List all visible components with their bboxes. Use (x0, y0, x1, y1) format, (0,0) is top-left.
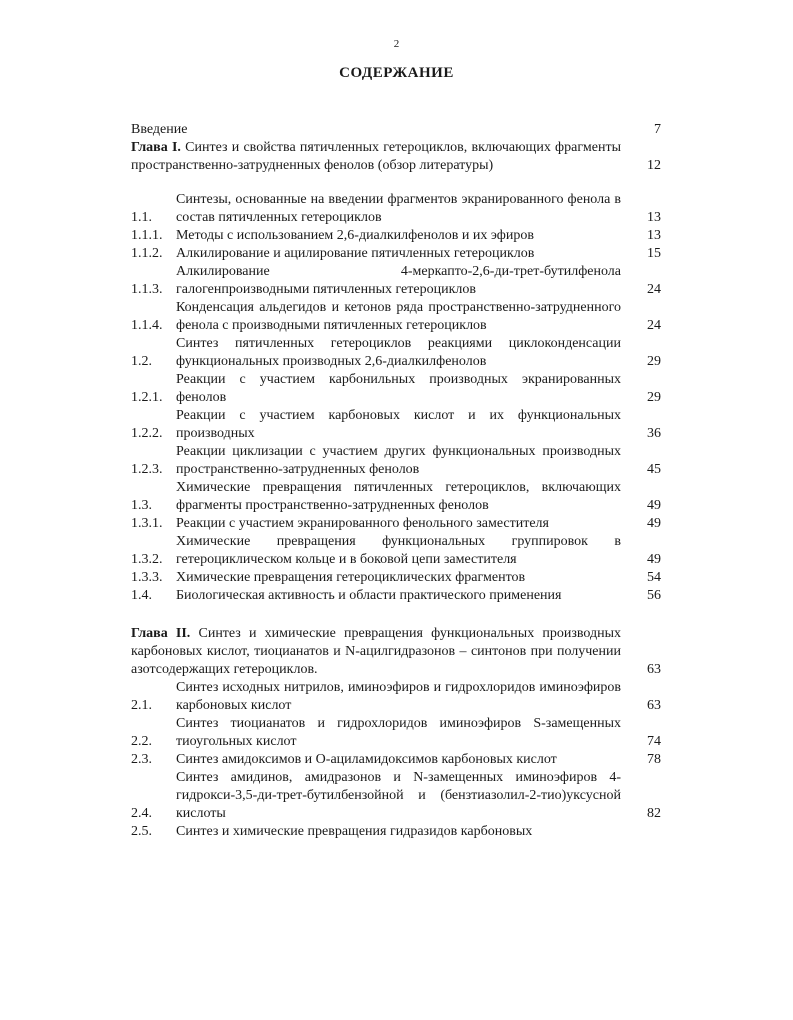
toc-entry-page: 82 (647, 806, 661, 821)
toc-entry-page: 49 (647, 552, 661, 567)
toc-entry (131, 515, 661, 533)
toc-entry-text: Синтез тиоцианатов и гидрохлоридов иминоэфиров S-замещенных тиоугольных кислот (176, 716, 621, 749)
toc-entry (131, 679, 661, 715)
toc-entry-number: 2.1. (131, 698, 152, 713)
table-of-contents (131, 121, 661, 841)
toc-entry-text: Химические превращения пятичленных гетероциклов, включающих фрагменты пространственно-затрудненных фенолов (176, 480, 621, 513)
toc-entry (131, 823, 661, 841)
page-title: СОДЕРЖАНИЕ (339, 65, 454, 81)
toc-entry-page: 29 (647, 354, 661, 369)
toc-entry-text: Синтез пятичленных гетероциклов реакциями циклоконденсации функциональных производных 2,6-диалкилфенолов (176, 336, 621, 369)
toc-entry-text: Синтез амидинов, амидразонов и N-замещенных иминоэфиров 4-гидрокси-3,5-ди-трет-бутилбензойной и (бензтиазолил-2-тио)уксусной кислоты (176, 770, 621, 821)
toc-entry-number: 1.2.1. (131, 390, 163, 405)
toc-entry-page: 36 (647, 426, 661, 441)
toc-entry (131, 299, 661, 335)
toc-entry-text: Реакции с участием экранированного фенольного заместителя (176, 516, 549, 531)
toc-entry-page: 63 (647, 698, 661, 713)
chapter-title: Синтез и свойства пятичленных гетероциклов, включающих фрагменты пространственно-затрудненных фенолов (обзор литературы) (131, 140, 621, 173)
toc-entry (131, 191, 661, 227)
toc-entry-intro (131, 121, 661, 139)
toc-entry (131, 751, 661, 769)
toc-entry-page: 24 (647, 318, 661, 333)
chapter2-section-list (131, 679, 661, 841)
toc-entry-page: 45 (647, 462, 661, 477)
toc-entry-number: 2.5. (131, 824, 152, 839)
toc-entry-text: Реакции с участием карбонильных производных экранированных фенолов (176, 372, 621, 405)
toc-entry (131, 263, 661, 299)
toc-entry-text (131, 139, 621, 175)
chapter1-section-list (131, 191, 661, 605)
toc-entry (131, 371, 661, 407)
toc-entry-number: 1.1.2. (131, 246, 163, 261)
toc-entry-page: 15 (647, 246, 661, 261)
toc-entry-text: Алкилирование и ацилирование пятичленных гетероциклов (176, 246, 535, 261)
toc-entry-chapter1 (131, 139, 661, 175)
toc-entry-text: Синтез амидоксимов и О-ациламидоксимов карбоновых кислот (176, 752, 557, 767)
toc-entry (131, 587, 661, 605)
toc-entry-text: Синтезы, основанные на введении фрагментов экранированного фенола в состав пятичленных гетероциклов (176, 192, 621, 225)
toc-entry-number: 1.1.3. (131, 282, 163, 297)
toc-entry-page: 29 (647, 390, 661, 405)
toc-entry-number: 1.2.3. (131, 462, 163, 477)
toc-entry (131, 769, 661, 823)
toc-entry (131, 715, 661, 751)
toc-entry-number: 1.1. (131, 210, 152, 225)
toc-entry-text: Алкилирование 4-меркапто-2,6-ди-трет-бутилфенола галогенпроизводными пятичленных гетероциклов (176, 264, 621, 297)
toc-entry-chapter2 (131, 625, 661, 679)
toc-entry-page: 49 (647, 516, 661, 531)
toc-entry-number: 1.4. (131, 588, 152, 603)
toc-entry-page: 24 (647, 282, 661, 297)
toc-entry-text (131, 625, 621, 679)
toc-entry (131, 407, 661, 443)
toc-entry (131, 245, 661, 263)
toc-entry-text: Реакции циклизации с участием других функциональных производных пространственно-затрудненных фенолов (176, 444, 621, 477)
toc-entry-number: 1.3.2. (131, 552, 163, 567)
page-number: 2 (393, 38, 400, 50)
toc-entry-text: Синтез исходных нитрилов, иминоэфиров и гидрохлоридов иминоэфиров карбоновых кислот (176, 680, 621, 713)
toc-entry (131, 533, 661, 569)
toc-entry-text: Химические превращения гетероциклических фрагментов (176, 570, 526, 585)
toc-entry-number: 1.3.1. (131, 516, 163, 531)
toc-entry-text: Химические превращения функциональных группировок в гетероциклическом кольце и в боковой цепи заместителя (176, 534, 621, 567)
toc-entry-number: 1.1.1. (131, 228, 163, 243)
toc-entry-text: Реакции с участием карбоновых кислот и их функциональных производных (176, 408, 621, 441)
toc-entry-number: 1.3. (131, 498, 152, 513)
toc-entry (131, 227, 661, 245)
toc-entry-number: 2.2. (131, 734, 152, 749)
chapter-label: Глава I. (131, 140, 181, 155)
toc-entry (131, 443, 661, 479)
toc-entry-page: 12 (647, 158, 661, 173)
toc-entry-text: Конденсация альдегидов и кетонов ряда пространственно-затрудненного фенола с производными пятичленных гетероциклов (176, 300, 621, 333)
toc-entry-page: 7 (654, 122, 661, 137)
toc-entry-number: 1.3.3. (131, 570, 163, 585)
toc-entry-text: Биологическая активность и области практического применения (176, 588, 562, 603)
toc-entry-number: 1.2.2. (131, 426, 163, 441)
toc-entry-text: Введение (131, 122, 188, 137)
chapter-label: Глава II. (131, 626, 191, 641)
toc-entry-number: 1.1.4. (131, 318, 163, 333)
chapter-title: Синтез и химические превращения функциональных производных карбоновых кислот, тиоцианатов и N-ацилгидразонов – синтонов при получении азотсодержащих гетероциклов. (131, 626, 622, 677)
toc-entry-text: Методы с использованием 2,6-диалкилфенолов и их эфиров (176, 228, 534, 243)
toc-entry-page: 78 (647, 752, 661, 767)
toc-entry-page: 56 (647, 588, 661, 603)
toc-entry-number: 2.3. (131, 752, 152, 767)
toc-entry-number: 2.4. (131, 806, 152, 821)
toc-entry (131, 335, 661, 371)
toc-entry-page: 54 (647, 570, 661, 585)
toc-entry (131, 479, 661, 515)
toc-entry-page: 49 (647, 498, 661, 513)
toc-entry-text: Синтез и химические превращения гидразидов карбоновых (176, 824, 533, 839)
toc-entry-page: 74 (647, 734, 661, 749)
toc-entry-page: 13 (647, 228, 661, 243)
toc-entry-page: 13 (647, 210, 661, 225)
toc-entry-number: 1.2. (131, 354, 152, 369)
toc-entry (131, 569, 661, 587)
toc-entry-page: 63 (647, 662, 661, 677)
